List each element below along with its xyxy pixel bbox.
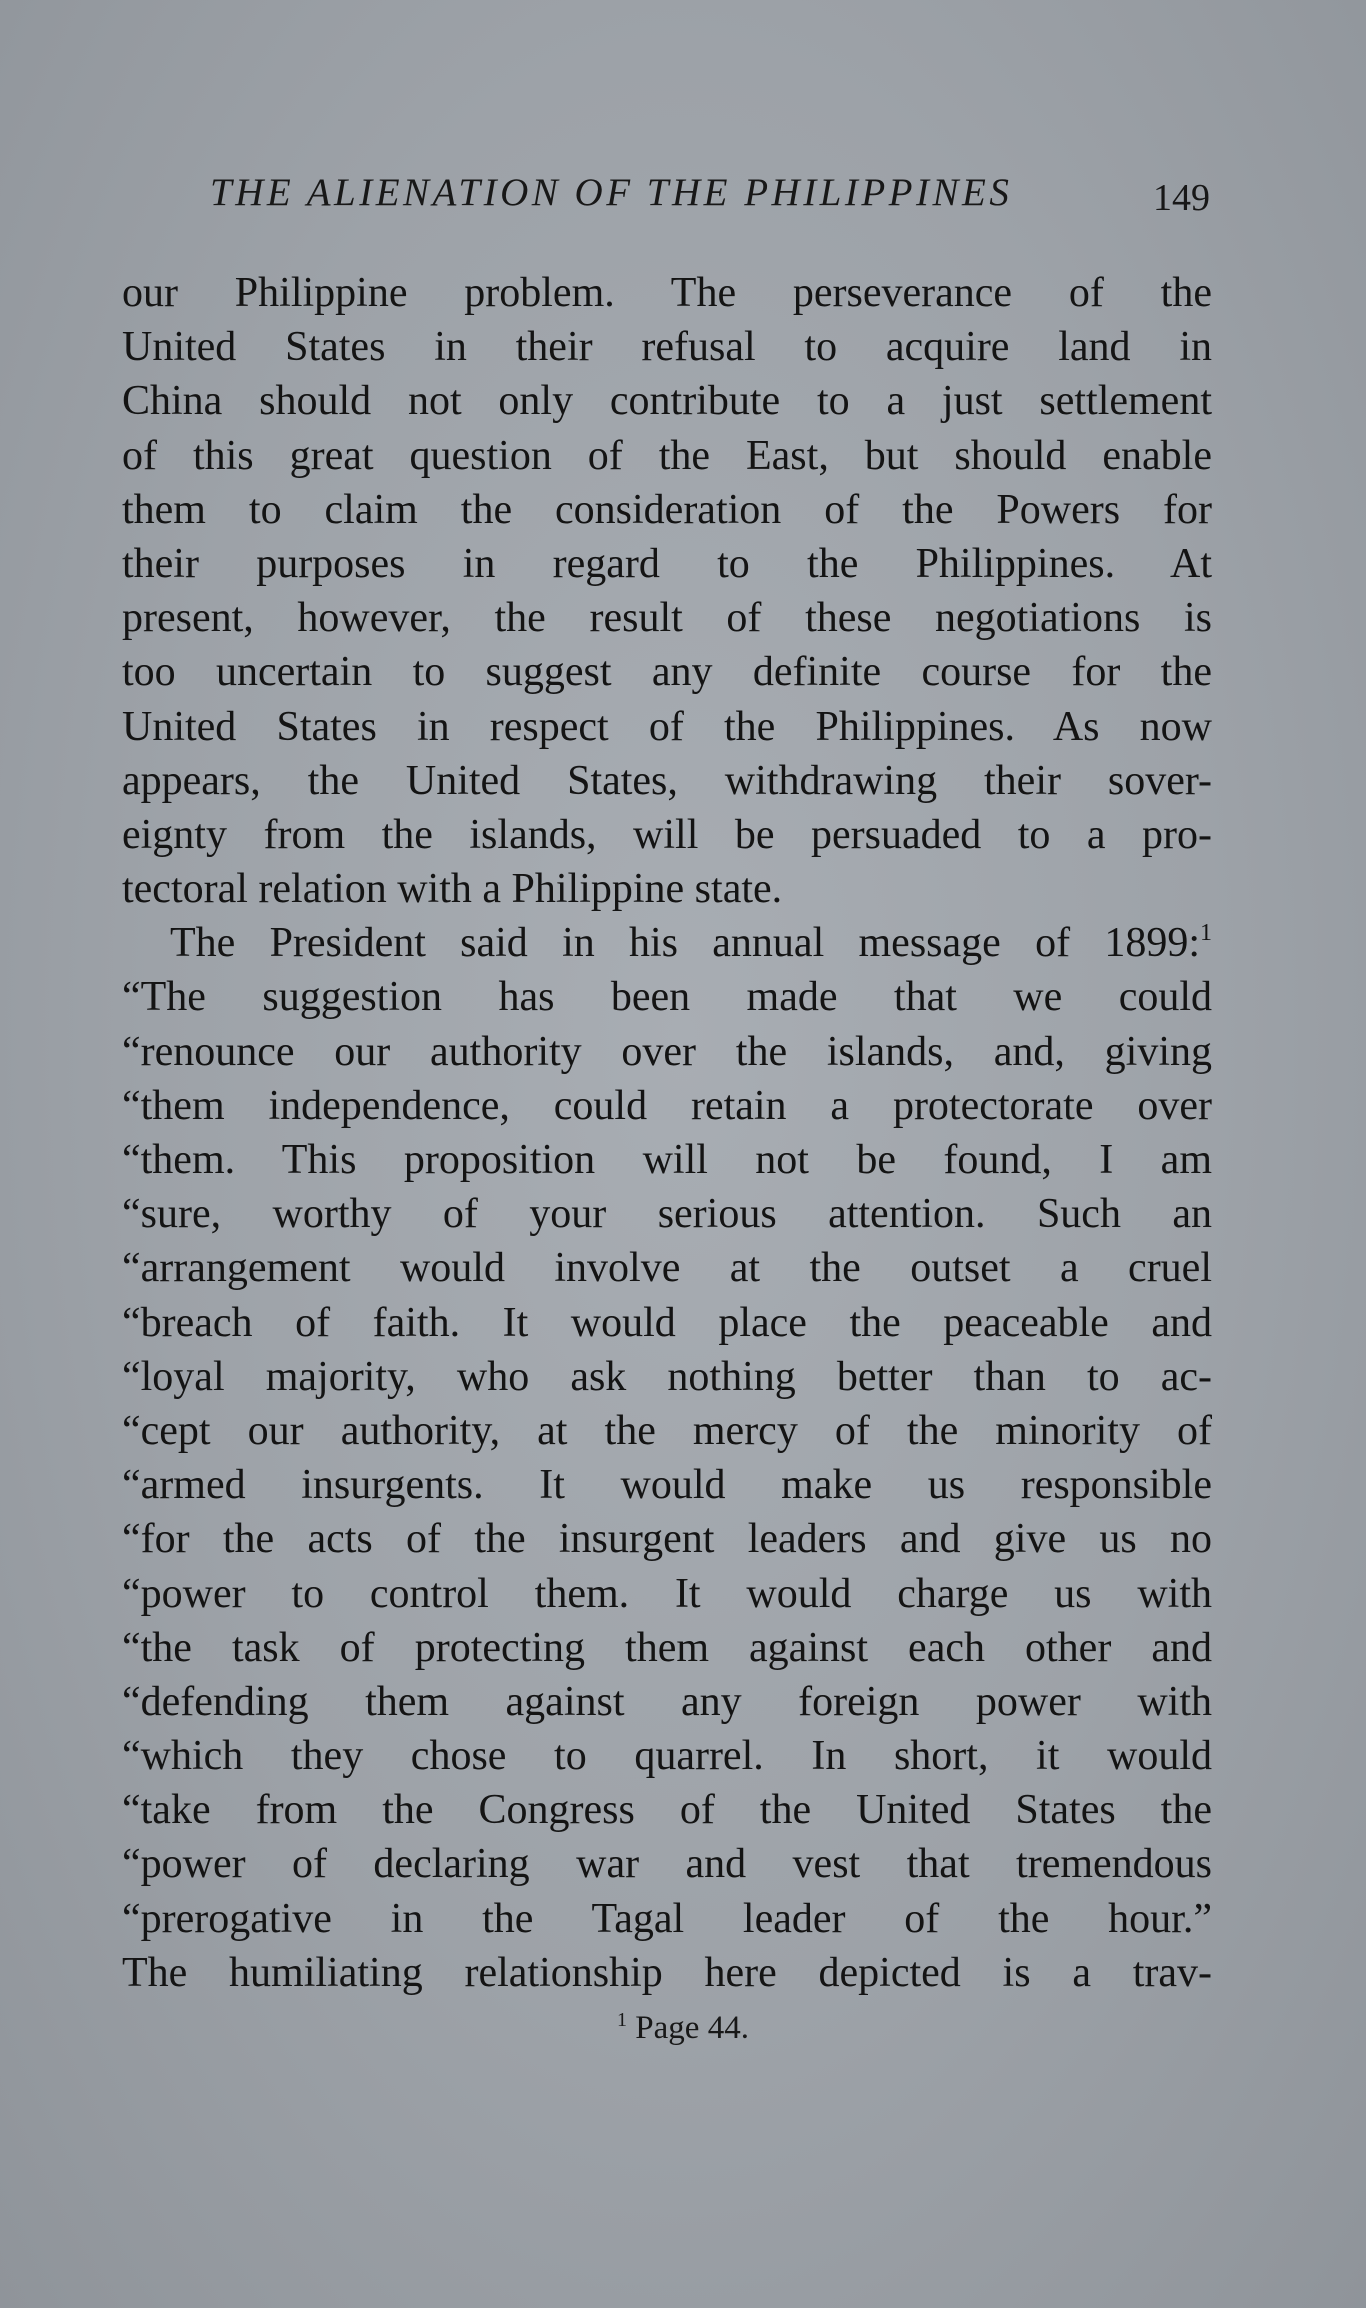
text-line: present, however, the result of these negotiations is [122, 595, 1212, 642]
text-line: our Philippine problem. The perseverance of the [122, 270, 1212, 316]
text-line: United States in their refusal to acquire land in [122, 324, 1212, 371]
footnote-marker: 1 [617, 2009, 628, 2031]
text-line: eignty from the islands, will be persuaded to a pro- [122, 811, 1212, 858]
text-line: “armed insurgents. It would make us responsible [122, 1462, 1212, 1509]
text-line-with-footnote-ref [122, 916, 1212, 970]
text-line: “which they chose to quarrel. In short, it would [122, 1733, 1212, 1780]
body-text [122, 266, 1212, 2000]
text-line: “renounce our authority over the islands, and, giving [122, 1028, 1212, 1075]
text-line: “arrangement would involve at the outset a cruel [122, 1245, 1212, 1292]
text-line: appears, the United States, withdrawing their sover- [122, 757, 1212, 804]
text-line: “power to control them. It would charge us with [122, 1570, 1212, 1617]
text-line: “The suggestion has been made that we could [122, 974, 1212, 1021]
text-line: United States in respect of the Philippines. As now [122, 703, 1212, 750]
text-line: them to claim the consideration of the Powers for [122, 486, 1212, 533]
text-line: tectoral relation with a Philippine state. [122, 866, 783, 913]
text-line: “cept our authority, at the mercy of the minority of [122, 1407, 1212, 1454]
footnote-reference: 1 [1200, 920, 1212, 947]
text-line: “for the acts of the insurgent leaders and give us no [122, 1516, 1212, 1563]
text-line: “the task of protecting them against each other and [122, 1624, 1212, 1671]
text-line: “loyal majority, who ask nothing better than to ac- [122, 1353, 1212, 1400]
text-line: “sure, worthy of your serious attention. Such an [122, 1191, 1212, 1238]
text-line: “take from the Congress of the United States the [122, 1787, 1212, 1834]
running-title: THE ALIENATION OF THE PHILIPPINES [210, 171, 1013, 214]
text-line: “prerogative in the Tagal leader of the hour.” [122, 1895, 1212, 1942]
text-line: “defending them against any foreign power with [122, 1678, 1212, 1725]
text-line: China should not only contribute to a just settlement [122, 378, 1212, 425]
text-line: of this great question of the East, but should enable [122, 432, 1212, 479]
text-line: “them. This proposition will not be found, I am [122, 1137, 1212, 1183]
running-head [210, 170, 1210, 230]
text-line: “breach of faith. It would place the peaceable and [122, 1299, 1212, 1346]
text-line: The President said in his annual message of 1899: [170, 920, 1200, 967]
page-number: 149 [1153, 177, 1210, 219]
footnote-text: Page 44. [635, 2010, 749, 2046]
footnote [0, 2010, 1366, 2047]
text-line: too uncertain to suggest any definite course for the [122, 649, 1212, 696]
text-line: The humiliating relationship here depicted is a trav- [122, 1949, 1212, 1996]
text-line: “power of declaring war and vest that tremendous [122, 1841, 1212, 1888]
text-line: their purposes in regard to the Philippines. At [122, 540, 1212, 587]
text-line: “them independence, could retain a protectorate over [122, 1082, 1212, 1129]
